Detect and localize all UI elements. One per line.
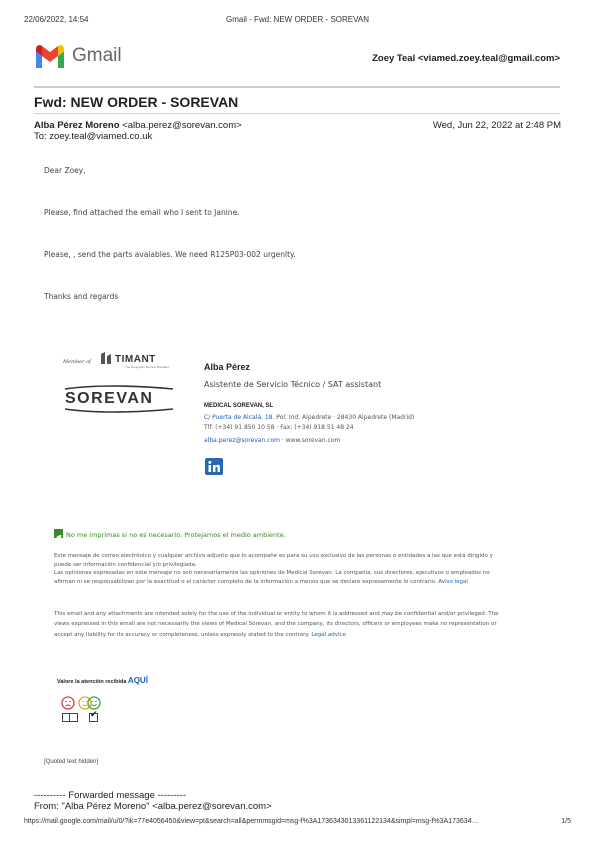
linkedin-icon[interactable] [205, 458, 223, 475]
signature-contact [204, 437, 340, 444]
print-datetime: 22/06/2022, 14:54 [24, 15, 89, 24]
recipient-line: To: zoey.teal@viamed.co.uk [34, 131, 153, 142]
quoted-text-toggle[interactable]: [Quoted text hidden] [44, 759, 99, 765]
sorevan-text: SOREVAN [65, 390, 154, 407]
forwarded-separator: ---------- Forwarded message --------- [34, 790, 186, 801]
signature-web: · www.sorevan.com [280, 437, 341, 444]
page-number: 1/5 [561, 818, 571, 825]
body-closing: Thanks and regards [44, 292, 119, 301]
legal-en-line: This email and any attachments are intended solely for the use of the individual or entity to whom it is addressed and may be confidential and/or privileged. The [54, 611, 499, 617]
legal-es-line: puede ser información confidencial y/o privilegiada. [54, 561, 197, 568]
rating-link[interactable]: AQUÍ [127, 676, 148, 685]
signature-email-link[interactable]: alba.perez@sorevan.com [204, 437, 280, 444]
aviso-legal-link[interactable]: Aviso legal [438, 578, 468, 585]
message-date: Wed, Jun 22, 2022 at 2:48 PM [432, 120, 561, 131]
signature-address [204, 414, 414, 421]
legal-en-line: views expressed in this email are not necessarily the views of Medical Sorevan, and the company, its directors, officers or employees make no representation or [54, 621, 497, 628]
timant-text: TIMANT [115, 354, 156, 365]
print-url: https://mail.google.com/mail/u/0/?ik=77e4056450&view=pt&search=all&permmsgid=msg-f%3A1736343013361122134&simpl=msg-f%3A173634… [24, 818, 479, 825]
legal-advice-link[interactable]: Legal advice [311, 631, 346, 638]
body-line-2: Please, , send the parts avaiables. We need R125P03-002 urgenlty. [44, 250, 296, 259]
happy-checkbox[interactable] [89, 709, 98, 722]
signature-role: Asistente de Servicio Técnico / SAT assistant [204, 380, 382, 389]
legal-es-line: afirman ni se responsabilizan por la exactitud o el carácter completo de la información a menos que se declare expresamente lo contrario. Aviso legal [54, 578, 468, 585]
account-label: Zoey Teal <viamed.zoey.teal@gmail.com> [372, 53, 560, 64]
header-divider [34, 86, 560, 88]
gmail-logo-icon [34, 44, 66, 73]
rating-label: Valore la atención recibida AQUÍ [57, 676, 148, 685]
sender-line [34, 120, 242, 131]
leaf-icon [54, 529, 63, 538]
member-of-text: Member of [63, 359, 91, 365]
legal-es-line: Las opiniones expresadas en este mensaje no son necesariamente las opiniones de Medical Sorevan. La compañía, sus directores, ejecutivos o empleados no [54, 570, 490, 577]
timant-tagline: The Hungarian Service Standard [125, 365, 169, 369]
gmail-logo-text: Gmail [72, 45, 122, 66]
signature-name: Alba Pérez [204, 362, 251, 372]
forwarded-from: From: "Alba Pérez Moreno" <alba.perez@sorevan.com> [34, 801, 272, 812]
eco-note: No me imprimas si no es necesario. Protejamos el medio ambiente. [66, 531, 286, 539]
timant-emblem-icon [99, 351, 113, 365]
checkmark-icon: ✔ [90, 709, 98, 719]
sender-email[interactable]: <alba.perez@sorevan.com> [122, 120, 242, 131]
neutral-checkbox[interactable] [69, 713, 78, 722]
sorevan-logo [63, 385, 177, 418]
body-greeting: Dear Zoey, [44, 166, 86, 175]
subject-divider [34, 113, 560, 114]
subject-title: Fwd: NEW ORDER - SOREVAN [34, 94, 239, 110]
print-title: Gmail - Fwd: NEW ORDER - SOREVAN [226, 15, 369, 24]
sender-name: Alba Pérez Moreno [34, 120, 120, 131]
signature-company: MEDICAL SOREVAN, SL [204, 403, 274, 409]
body-line-1: Please, find attached the email who I sent to Janine. [44, 208, 240, 217]
legal-notice-en [54, 609, 564, 640]
address-link[interactable]: C/ Puerta de Alcalá, 18 [204, 414, 273, 421]
legal-notice-es [54, 552, 564, 586]
address-rest: . Pol. Ind. Alpedrete · 28430 Alpedrete (Madrid) [272, 414, 415, 421]
timant-logo [63, 351, 183, 371]
signature-phone: Tlf: (+34) 91 850 10 58 · Fax: (+34) 918 51 48 24 [204, 424, 354, 431]
legal-en-line: accept any liability for its accuracy or completeness, unless expressly stated to the contrary. Legal advice [54, 631, 346, 638]
legal-es-line: Este mensaje de correo electrónico y cualquier archivo adjunto que lo acompañe es para su uso exclusivo de las personas o entidades a las que está dirigido y [54, 553, 493, 559]
